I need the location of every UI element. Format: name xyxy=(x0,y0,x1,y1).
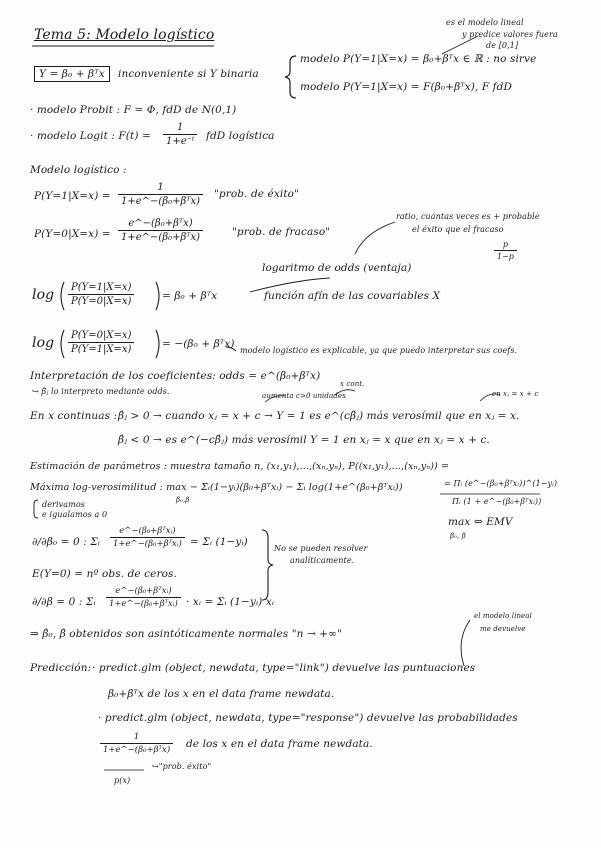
x-cont-note: x cont. xyxy=(340,380,365,388)
derivamos-1: derivamos xyxy=(42,500,85,509)
log-odds-label: logaritmo de odds (ventaja) xyxy=(262,262,412,274)
p1-left: P(Y=1|X=x) = xyxy=(34,190,111,202)
pred-fraction xyxy=(100,732,173,755)
pred-link: · predict.glm (object, newdata, type="link") devuelve las puntuaciones xyxy=(92,662,476,674)
prediccion-heading: Predicción: xyxy=(30,662,92,674)
est-rhs-2: Πᵢ (1 + e^−(β₀+βᵀxᵢ)) xyxy=(452,497,542,506)
pred-num: 1 xyxy=(133,732,140,742)
log2-num: P(Y=0|X=x) xyxy=(71,330,132,341)
estimacion-line: Estimación de parámetros : muestra tamaño n, (x₁,y₁),...,(xₙ,yₙ), P((x₁,y₁),...,(xₙ,yₙ)) = xyxy=(30,461,450,472)
ratio-note-2: el éxito que el fracaso xyxy=(412,225,504,234)
aumenta-note: aumenta c>0 unidades xyxy=(262,392,346,400)
note-linear-3: de [0,1] xyxy=(486,41,519,50)
cont-line-2: β̂ⱼ < 0 → es e^(−cβ̂ⱼ) más verosímil Y = 1 en xⱼ = x que en xⱼ = x + c. xyxy=(118,434,490,446)
no-resolver-2: analíticamente. xyxy=(290,556,355,565)
log2-rhs: = −(β₀ + βᵀx) xyxy=(162,338,235,350)
no-resolver-1: No se pueden resolver xyxy=(274,544,368,553)
log1-num: P(Y=1|X=x) xyxy=(71,282,132,293)
est-rhs-1: = Πᵢ (e^−(β₀+βᵀxᵢ))^(1−yᵢ) xyxy=(444,479,558,488)
pred-response-2: de los x en el data frame newdata. xyxy=(186,738,373,750)
max-emv-sub: β₀, β xyxy=(450,532,466,540)
inconveniente-text: inconveniente si Y binaria xyxy=(118,68,259,80)
p0-num: e^−(β₀+βᵀx) xyxy=(128,218,193,229)
log1-fraction xyxy=(68,282,134,307)
en-xj-note: en xⱼ = x + c xyxy=(492,390,539,398)
note-linear-1: es el modelo lineal xyxy=(446,18,524,27)
modelo-logistico-heading: Modelo logístico : xyxy=(30,164,127,176)
lineal-note-1: el modelo lineal xyxy=(474,612,532,620)
funcion-afin: función afín de las covariables X xyxy=(264,290,441,302)
lineal-note-2: me devuelve xyxy=(480,625,526,633)
p0-den: 1+e^−(β₀+βᵀx) xyxy=(118,230,203,243)
ratio-note-1: ratio, cuántas veces es + probable xyxy=(396,212,540,221)
log1-prefix: log xyxy=(32,287,55,303)
log2-den: P(Y=1|X=x) xyxy=(68,342,134,355)
ratio-den: 1−p xyxy=(494,250,517,261)
logit-fraction xyxy=(163,122,197,147)
derivamos-2: e igualamos a 0 xyxy=(42,510,108,519)
probit-line: · modelo Probit : F = Φ, fdD de N(0,1) xyxy=(30,104,237,116)
explicable-note: modelo logístico es explicable, ya que puedo interpretar sus coefs. xyxy=(240,346,518,355)
interp-sub: ↪ β̂ⱼ lo interpreto mediante odds. xyxy=(32,387,170,396)
page-title: Tema 5: Modelo logístico xyxy=(34,27,215,43)
boxed-linear-model: Y = β₀ + βᵀx xyxy=(34,66,110,82)
ratio-fraction xyxy=(494,240,517,261)
ratio-num: p xyxy=(502,240,509,249)
log1-den: P(Y=0|X=x) xyxy=(68,294,134,307)
p1-fraction xyxy=(118,182,203,207)
asintoticos: ⇒ β̂₀, β̂ obtenidos son asintóticamente normales "n → +∞" xyxy=(30,628,342,640)
continuas-label: En x continuas : xyxy=(30,410,118,422)
logit-prefix: · modelo Logit : F(t) = xyxy=(30,130,151,142)
f-model: modelo P(Y=1|X=x) = F(β₀+βᵀx), F fdD xyxy=(300,81,512,93)
max-sub: β₀,β xyxy=(176,496,190,504)
p1-den: 1+e^−(β₀+βᵀx) xyxy=(118,194,203,207)
p1-num: 1 xyxy=(157,182,164,193)
d1-fraction xyxy=(110,526,185,549)
p0-left: P(Y=0|X=x) = xyxy=(34,228,111,240)
pred-den: 1+e^−(β₀+βᵀx) xyxy=(100,743,173,755)
linear-prob-model: modelo P(Y=1|X=x) = β₀+βᵀx ∈ ℝ : no sirve xyxy=(300,53,537,65)
d1-left: ∂/∂β₀ = 0 : Σᵢ xyxy=(32,536,100,548)
d2-den: 1+e^−(β₀+βᵀxᵢ) xyxy=(106,597,181,609)
p0-label: "prob. de fracaso" xyxy=(232,226,331,238)
max-emv: max ⇔ EMV xyxy=(448,516,513,528)
cont-line-1: β̂ⱼ > 0 → cuando xⱼ = x + c → Y = 1 es e^(cβ̂ⱼ) más verosímil que en xⱼ = x. xyxy=(118,410,520,422)
d1-rhs: = Σᵢ (1−yᵢ) xyxy=(190,536,248,548)
max-logver: Máxima log-verosimilitud : max − Σᵢ(1−yᵢ)(β₀+βᵀxᵢ) − Σᵢ log(1+e^(β₀+βᵀxᵢ)) xyxy=(30,482,403,493)
logit-den: 1+e⁻ᵗ xyxy=(163,134,197,147)
d2-num: e^−(β₀+βᵀxᵢ) xyxy=(115,586,172,596)
d1-den: 1+e^−(β₀+βᵀxᵢ) xyxy=(110,537,185,549)
p1-label: "prob. de éxito" xyxy=(214,188,300,200)
note-linear-2: y predice valores fuera xyxy=(462,30,558,39)
e-y0: E(Y=0) = nº obs. de ceros. xyxy=(32,568,177,580)
log2-fraction xyxy=(68,330,134,355)
log1-rhs: = β₀ + βᵀx xyxy=(162,290,218,302)
d2-rhs: · xᵢ = Σᵢ (1−yᵢ) xᵢ xyxy=(186,596,275,608)
pred-response: · predict.glm (object, newdata, type="response") devuelve las probabilidades xyxy=(98,712,518,724)
interp-title: Interpretación de los coeficientes: odds = e^(β₀+βᵀx) xyxy=(30,370,321,382)
p0-fraction xyxy=(118,218,203,243)
logit-suffix: fdD logística xyxy=(206,130,275,142)
prob-exito-note: ↪"prob. éxito" xyxy=(152,762,212,771)
d2-fraction xyxy=(106,586,181,609)
px-label: p(x) xyxy=(114,776,131,785)
d2-left: ∂/∂β = 0 : Σᵢ xyxy=(32,596,96,608)
pred-link-2: β₀+βᵀx de los x en el data frame newdata. xyxy=(108,688,335,700)
d1-num: e^−(β₀+βᵀxᵢ) xyxy=(119,526,176,536)
log2-prefix: log xyxy=(32,335,55,351)
logit-num: 1 xyxy=(177,122,184,133)
